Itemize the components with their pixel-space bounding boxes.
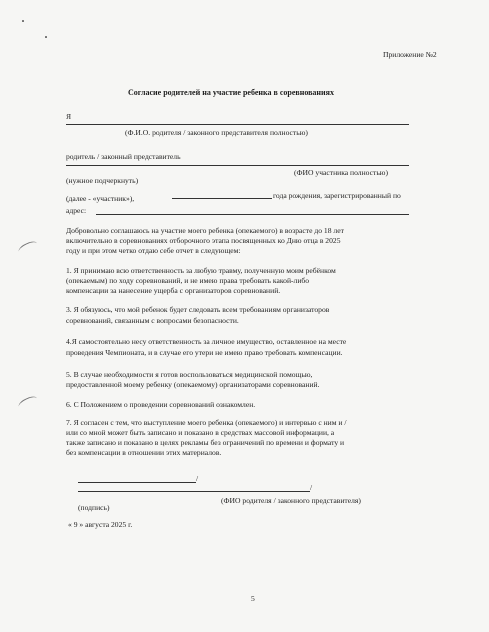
signature-slash-1: / [196, 474, 199, 483]
appendix-label: Приложение №2 [383, 50, 437, 59]
signature-slash-2: / [310, 483, 313, 492]
item-7-line-2: или со мной может быть записано и показано в средствах массовой информации, а [66, 428, 335, 437]
further-left: (далее - «участник»), [66, 194, 135, 203]
item-3-line-1: 3. Я обязуюсь, что мой ребенок будет следовать всем требованиям организаторов [66, 305, 330, 314]
intro-line-2: включительно в соревнованиях отборочного этапа посвященных ко Дню отца в 2025 [66, 236, 341, 245]
item-1-line-2: (опекаемым) по ходу соревнований, и не имею права требовать какой-либо [66, 276, 310, 285]
item-7-line-1: 7. Я согласен с тем, что выступление моего ребенка (опекаемого) и интервью с ним и / [66, 418, 347, 427]
page-number: 5 [251, 594, 255, 603]
signature-line [78, 482, 196, 483]
intro-line-3: году и при этом четко отдаю себе отчет в следующем: [66, 246, 241, 255]
item-1-line-3: компенсации за нанесение ущерба с организаторов соревнований. [66, 286, 281, 295]
item-1-line-1: 1. Я принимаю всю ответственность за любую травму, полученную моим ребёнком [66, 266, 336, 275]
participant-caption: (ФИО участника полностью) [294, 168, 388, 177]
hole-punch-shadow [17, 239, 39, 256]
item-6: 6. С Положением о проведении соревнований ознакомлен. [66, 400, 256, 409]
scan-speck [22, 20, 24, 22]
item-3-line-2: соревнований, связанным с вопросами безопасности. [66, 316, 239, 325]
intro-line-1: Добровольно соглашаюсь на участие моего ребенка (опекаемого) в возрасте до 18 лет [66, 226, 344, 235]
item-4-line-1: 4.Я самостоятельно несу ответственность за личное имущество, оставленное на месте [66, 337, 347, 346]
address-line [96, 214, 409, 215]
item-4-line-2: проведения Чемпионата, и в случае его утери не имею право требовать компенсации. [66, 348, 343, 357]
participant-name-line [66, 165, 409, 166]
document-title: Согласие родителей на участие ребенка в соревнованиях [128, 88, 334, 97]
hole-punch-shadow [17, 394, 39, 411]
item-7-line-4: без компенсации в отношении этих материалов. [66, 448, 222, 457]
birth-year-line [172, 198, 272, 199]
signature-caption: (подпись) [78, 503, 110, 512]
fio-parent-caption: (ФИО родителя / законного представителя) [221, 496, 361, 505]
scan-speck [45, 36, 47, 38]
parent-label: родитель / законный представитель [66, 152, 181, 161]
item-5-line-1: 5. В случае необходимости я готов воспользоваться медицинской помощью, [66, 370, 313, 379]
ya-label: Я [66, 112, 72, 121]
fio-caption: (Ф.И.О. родителя / законного представителя полностью) [125, 128, 308, 137]
parent-fio-line [78, 491, 310, 492]
underline-hint: (нужное подчеркнуть) [66, 176, 139, 185]
address-label: адрес: [66, 206, 87, 215]
item-7-line-3: также записано и показано в целях рекламы без ограничений по времени и формату и [66, 438, 345, 447]
parent-name-line [66, 124, 409, 125]
item-5-line-2: предоставленной моему ребенку (опекаемому) организаторами соревнований. [66, 380, 320, 389]
further-right: года рождения, зарегистрированный по [273, 191, 401, 200]
date-line: « 9 » августа 2025 г. [68, 520, 133, 529]
